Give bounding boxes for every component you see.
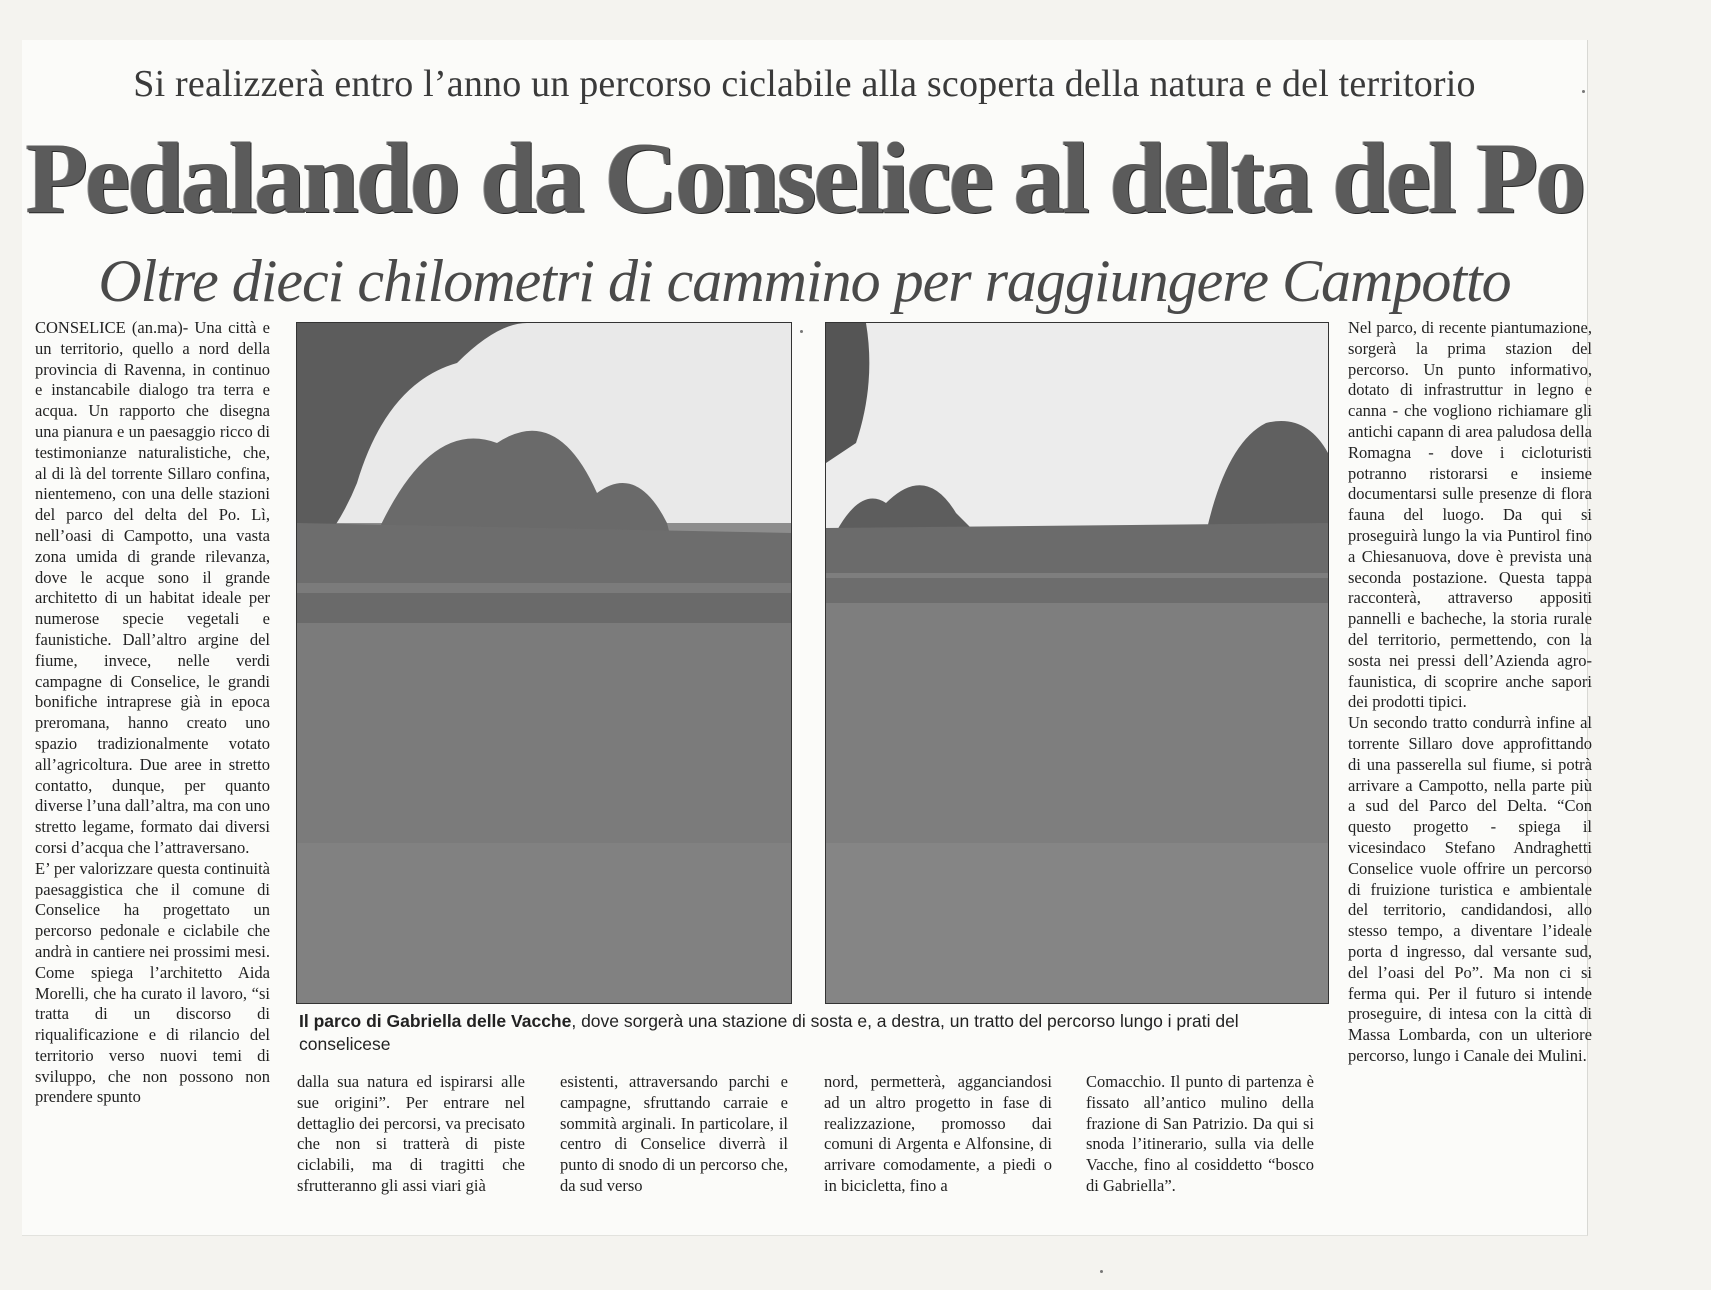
bottom-column-3: nord, permetterà, agganciandosi ad un altro progetto in fase di realizzazione, promosso dai comuni di Argenta e Alfonsine, di arrivare comodamente, a piedi o in bicicletta, fino a <box>824 1072 1052 1195</box>
right-paragraph-2: Un secondo tratto condurrà infine al torrente Sillaro dove approfittando di una passerella sul fiume, si potrà arrivare a Campotto, nella parte più a sud del Parco del Delta. “Con questo progetto - spiega il vicesindaco Stefano Andraghetti Conselice vuole offrire un percorso di fruizione turistica e ambientale del territorio, candidandosi, allo stesso tempo, a diventare l’ideale porta d ingresso, dal versante sud, del l’oasi del Po”. Ma non ci si ferma qui. Per il futuro si intende proseguire, di intesa con la città di Massa Lombarda, con un ulteriore percorso, lungo i Canale dei Mulini. <box>1348 713 1592 1065</box>
bottom-column-1: dalla sua natura ed ispirarsi alle sue origini”. Per entrare nel dettaglio dei percorsi, va precisato che non si tratterà di piste ciclabili, ma di tragitti che sfrutteranno gli assi viari già <box>297 1072 525 1195</box>
article-headline: Pedalando da Conselice al delta del Po <box>25 122 1584 235</box>
article-kicker: Si realizzerà entro l’anno un percorso ciclabile alla scoperta della natura e del territorio <box>133 63 1476 105</box>
newspaper-clipping <box>22 40 1592 1236</box>
right-column <box>1348 318 1592 1067</box>
caption-bold: Il parco di Gabriella delle Vacche <box>299 1011 572 1031</box>
photo-park-trees <box>296 322 792 1004</box>
bottom-column-4: Comacchio. Il punto di partenza è fissato all’antico mulino della frazione di San Patrizio. Da qui si snoda l’itinerario, sulla via delle Vacche, fino al cosiddetto “bosco di Gabriella”. <box>1086 1072 1314 1195</box>
article-subhead: Oltre dieci chilometri di cammino per raggiungere Campotto <box>98 248 1511 314</box>
scan-speck <box>1100 1270 1103 1273</box>
left-column <box>35 318 270 1108</box>
photo-left-drawing <box>297 323 791 1003</box>
left-paragraph-1: CONSELICE (an.ma)- Una città e un territorio, quello a nord della provincia di Ravenna, in continuo e instancabile dialogo tra terra e acqua. Un rapporto che disegna una pianura e un paesaggio ricco di testimonianze naturalistiche, che, al di là del torrente Sillaro confina, nientemeno, con una delle stazioni del parco del delta del Po. Lì, nell’oasi di Campotto, una vasta zona umida di grande rilevanza, dove le acque sono il grande architetto di un habitat ideale per numerose specie vegetali e faunistiche. Dall’altro argine del fiume, invece, nelle verdi campagne di Conselice, le grandi bonifiche intraprese già in epoca preromana, hanno creato uno spazio tradizionalmente votato all’agricoltura. Due aree in stretto contatto, dunque, per quanto diverse l’una dall’altra, ma con uno stretto legame, formato dai diversi corsi d’acqua che l’attraversano. <box>35 318 270 857</box>
photo-right-drawing <box>826 323 1328 1003</box>
left-paragraph-2: E’ per valorizzare questa continuità paesaggistica che il comune di Conselice ha progettato un percorso pedonale e ciclabile che andrà in cantiere nei prossimi mesi. Come spiega l’architetto Aida Morelli, che ha curato il lavoro, “si tratta di un discorso di riqualificazione e di rilancio del territorio verso nuovi temi di sviluppo, che non possono non prendere spunto <box>35 858 270 1107</box>
photo-caption <box>299 1010 1319 1056</box>
caption-text: , dove sorgerà una stazione di sosta e, a destra, un tratto del percorso lungo i prati del conselicese <box>299 1011 1239 1054</box>
right-paragraph-1: Nel parco, di recente piantumazione, sorgerà la prima stazion del percorso. Un punto informativo, dotato di infrastruttur in legno e canna - che vogliono richiamare gli antichi capann di area paludosa della Romagna - dove i cicloturisti potranno ristorarsi e insieme documentarsi sulle presenze di flora fauna del luogo. Da qui si proseguirà lungo la via Puntirol fino a Chiesanuova, dove è prevista una seconda postazione. Questa tappa racconterà, attraverso appositi pannelli e bacheche, la storia rurale del territorio, permettendo, con la sosta nei pressi dell’Azienda agro-faunistica, di scoprire anche sapori dei prodotti tipici. <box>1348 318 1592 712</box>
bottom-column-2: esistenti, attraversando parchi e campagne, sfruttando carraie e sommità arginali. In particolare, il centro di Conselice diverrà il punto di snodo di un percorso che, da sud verso <box>560 1072 788 1195</box>
scan-speck <box>1582 90 1585 93</box>
scan-speck <box>800 330 803 333</box>
photo-meadow-path <box>825 322 1329 1004</box>
